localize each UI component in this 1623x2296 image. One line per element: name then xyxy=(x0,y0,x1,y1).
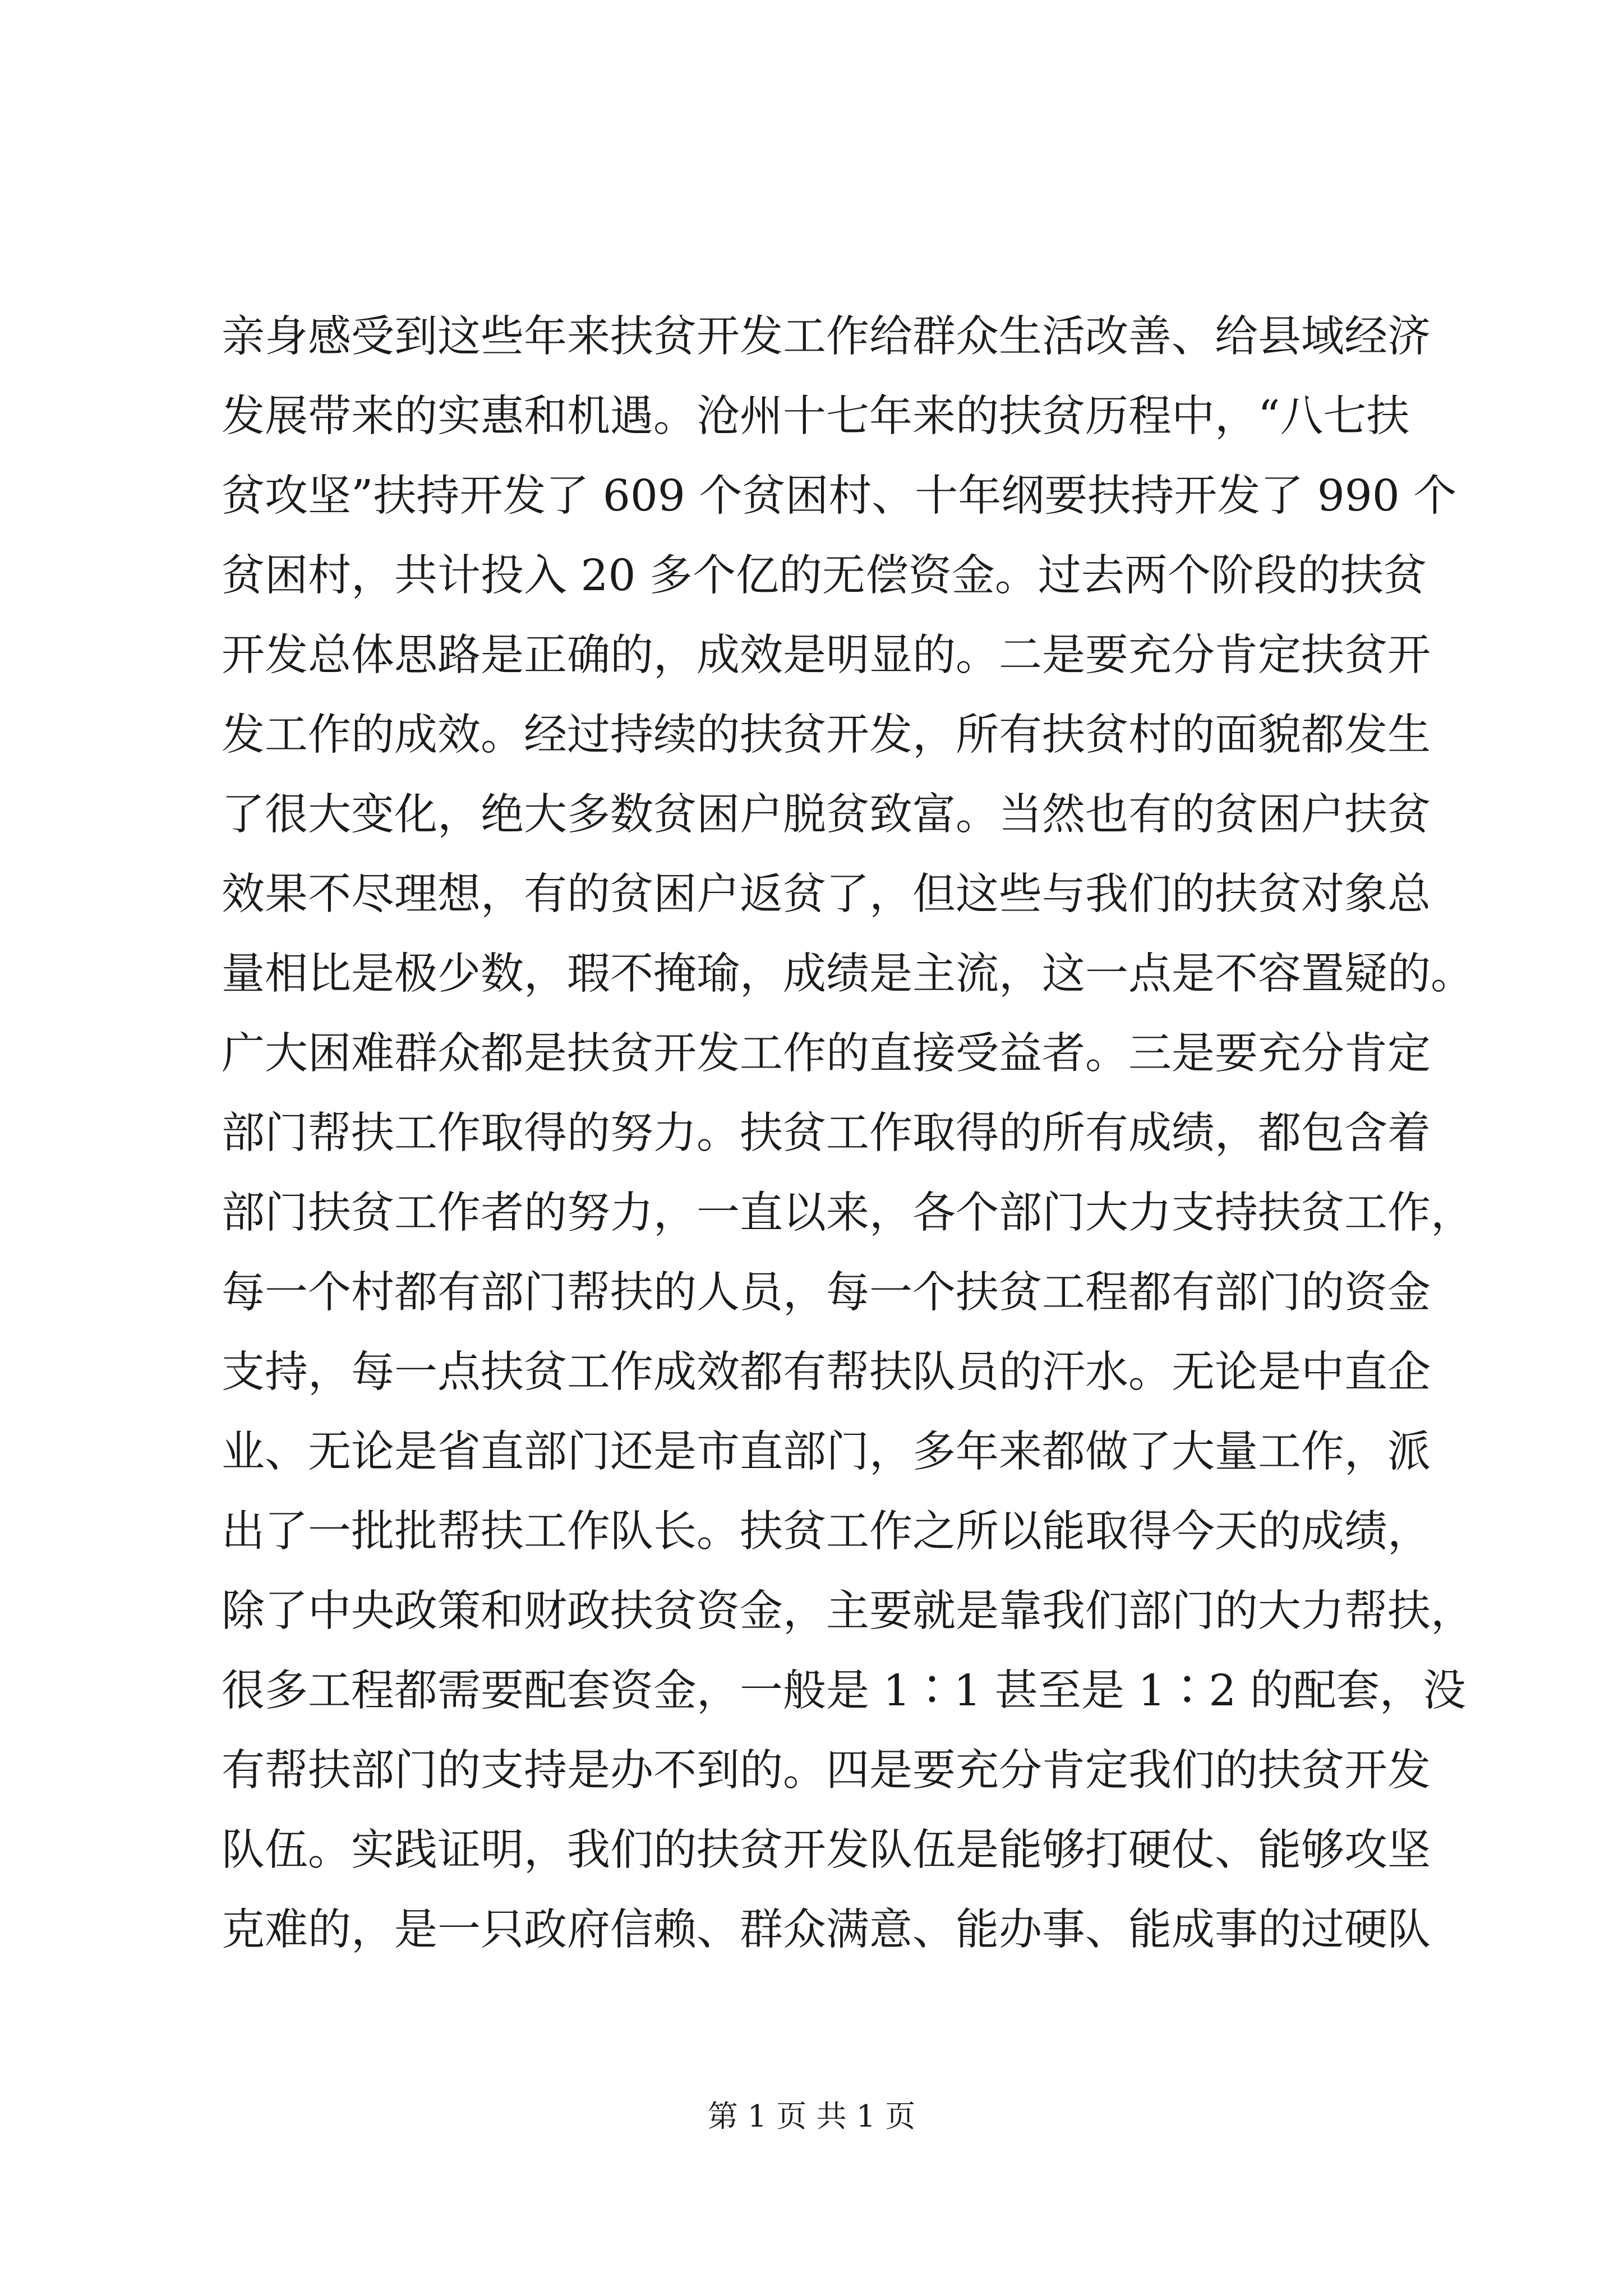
text-line: 发工作的成效。经过持续的扶贫开发，所有扶贫村的面貌都发生 xyxy=(222,710,1431,760)
text-line: 了很大变化，绝大多数贫困户脱贫致富。当然也有的贫困户扶贫 xyxy=(222,790,1431,840)
text-line: 发展带来的实惠和机遇。沧州十七年来的扶贫历程中，“八七扶 xyxy=(222,392,1410,441)
text-line: 量相比是极少数，瑕不掩瑜，成绩是主流，这一点是不容置疑的。 xyxy=(222,949,1474,999)
text-line: 广大困难群众都是扶贫开发工作的直接受益者。三是要充分肯定 xyxy=(222,1029,1431,1079)
text-line: 很多工程都需要配套资金，一般是 1∶1 甚至是 1∶2 的配套，没 xyxy=(222,1666,1466,1716)
text-line: 克难的，是一只政府信赖、群众满意、能办事、能成事的过硬队 xyxy=(222,1905,1431,1955)
text-line: 每一个村都有部门帮扶的人员，每一个扶贫工程都有部门的资金 xyxy=(222,1268,1431,1318)
text-line: 支持，每一点扶贫工作成效都有帮扶队员的汗水。无论是中直企 xyxy=(222,1347,1431,1397)
text-line: 效果不尽理想，有的贫困户返贫了，但这些与我们的扶贫对象总 xyxy=(222,869,1431,919)
text-line: 出了一批批帮扶工作队长。扶贫工作之所以能取得今天的成绩， xyxy=(222,1507,1431,1557)
page-footer: 第 1 页 共 1 页 xyxy=(707,2099,916,2134)
text-line: 部门扶贫工作者的努力，一直以来，各个部门大力支持扶贫工作， xyxy=(222,1188,1474,1238)
text-line: 部门帮扶工作取得的努力。扶贫工作取得的所有成绩，都包含着 xyxy=(222,1108,1431,1158)
text-line: 贫攻坚”扶持开发了 609 个贫困村、十年纲要扶持开发了 990 个 xyxy=(222,471,1457,521)
text-line: 开发总体思路是正确的，成效是明显的。二是要充分肯定扶贫开 xyxy=(222,631,1431,680)
text-line: 业、无论是省直部门还是市直部门，多年来都做了大量工作，派 xyxy=(222,1427,1431,1477)
text-line: 除了中央政策和财政扶贫资金，主要就是靠我们部门的大力帮扶， xyxy=(222,1586,1474,1636)
text-line: 有帮扶部门的支持是办不到的。四是要充分肯定我们的扶贫开发 xyxy=(222,1746,1431,1796)
text-line: 亲身感受到这些年来扶贫开发工作给群众生活改善、给县域经济 xyxy=(222,312,1431,362)
text-line: 队伍。实践证明，我们的扶贫开发队伍是能够打硬仗、能够攻坚 xyxy=(222,1825,1431,1875)
text-line: 贫困村，共计投入 20 多个亿的无偿资金。过去两个阶段的扶贫 xyxy=(222,551,1427,601)
body-paragraph xyxy=(222,297,1474,1970)
